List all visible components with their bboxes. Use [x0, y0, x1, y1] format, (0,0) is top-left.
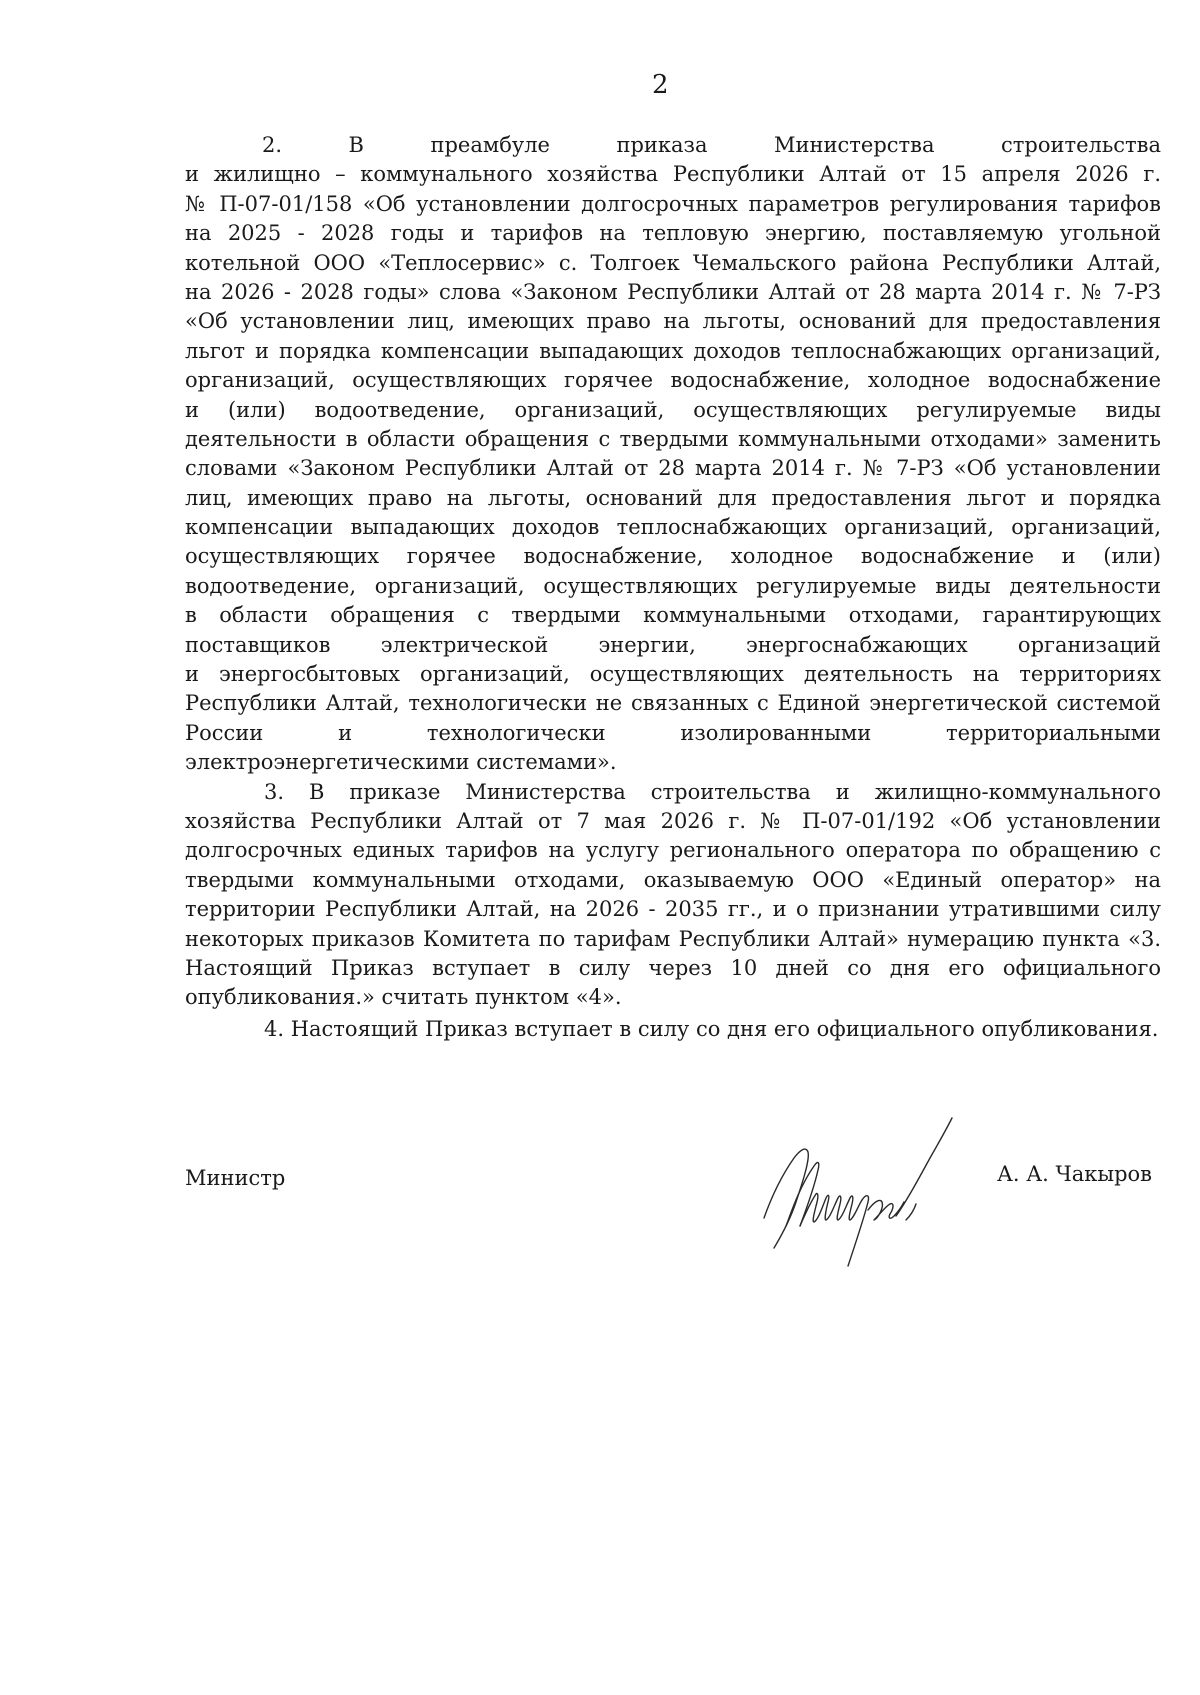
- paragraph-line: и жилищно – коммунального хозяйства Республики Алтай от 15 апреля 2026 г.: [185, 162, 1161, 187]
- paragraph-line: льгот и порядка компенсации выпадающих доходов теплоснабжающих организаций,: [185, 338, 1161, 363]
- paragraph-line: организаций, осуществляющих горячее водоснабжение, холодное водоснабжение: [185, 368, 1161, 393]
- paragraph-line: долгосрочных единых тарифов на услугу регионального оператора по обращению с: [185, 838, 1161, 863]
- paragraph-line: осуществляющих горячее водоснабжение, холодное водоснабжение и (или): [185, 544, 1161, 569]
- paragraph-line: 2. В преамбуле приказа Министерства строительства: [262, 133, 1161, 157]
- paragraph-line: и энергосбытовых организаций, осуществляющих деятельность на территориях: [185, 662, 1161, 687]
- paragraph-line: на 2025 - 2028 годы и тарифов на тепловую энергию, поставляемую угольной: [185, 221, 1161, 246]
- paragraph-line: компенсации выпадающих доходов теплоснабжающих организаций, организаций,: [185, 515, 1161, 540]
- signatory-name: А. А. Чакыров: [996, 1162, 1152, 1186]
- paragraph-line: Республики Алтай, технологически не связанных с Единой энергетической системой: [185, 691, 1161, 716]
- paragraph-line: хозяйства Республики Алтай от 7 мая 2026 г. № П-07-01/192 «Об установлении: [185, 808, 1161, 833]
- paragraph-line: 4. Настоящий Приказ вступает в силу со дня его официального опубликования.: [264, 1016, 1159, 1041]
- paragraph-line: и (или) водоотведение, организаций, осуществляющих регулируемые виды: [185, 397, 1161, 422]
- page-number: 2: [652, 70, 669, 100]
- document-body: [185, 131, 1161, 1044]
- paragraph-3: [185, 778, 1161, 1013]
- paragraph-line: России и технологически изолированными территориальными: [185, 720, 1161, 745]
- paragraph-line: некоторых приказов Комитета по тарифам Республики Алтай» нумерацию пункта «3.: [185, 926, 1161, 951]
- paragraph-4: [185, 1015, 1161, 1044]
- paragraph-line: № П-07-01/158 «Об установлении долгосрочных параметров регулирования тарифов: [185, 191, 1161, 216]
- paragraph-line: водоотведение, организаций, осуществляющих регулируемые виды деятельности: [185, 573, 1161, 598]
- handwritten-signature-icon: [756, 1106, 986, 1286]
- paragraph-line: «Об установлении лиц, имеющих право на льготы, оснований для предоставления: [185, 309, 1161, 334]
- paragraph-line: в области обращения с твердыми коммунальными отходами, гарантирующих: [185, 603, 1161, 628]
- paragraph-line: опубликования.» считать пунктом «4».: [185, 985, 622, 1010]
- signatory-position: Министр: [185, 1166, 286, 1190]
- paragraph-line: 3. В приказе Министерства строительства и жилищно-коммунального: [264, 779, 1161, 804]
- paragraph-line: лиц, имеющих право на льготы, оснований для предоставления льгот и порядка: [185, 485, 1161, 510]
- paragraph-line: территории Республики Алтай, на 2026 - 2035 гг., и о признании утратившими силу: [185, 897, 1161, 922]
- signature-block: [185, 1163, 1161, 1203]
- paragraph-line: твердыми коммунальными отходами, оказываемую ООО «Единый оператор» на: [185, 867, 1161, 892]
- paragraph-line: словами «Законом Республики Алтай от 28 марта 2014 г. № 7-РЗ «Об установлении: [185, 456, 1161, 481]
- paragraph-line: поставщиков электрической энергии, энергоснабжающих организаций: [185, 632, 1161, 657]
- paragraph-line: деятельности в области обращения с твердыми коммунальными отходами» заменить: [185, 426, 1161, 451]
- paragraph-line: котельной ООО «Теплосервис» с. Толгоек Чемальского района Республики Алтай,: [185, 250, 1161, 275]
- paragraph-line: на 2026 - 2028 годы» слова «Законом Республики Алтай от 28 марта 2014 г. № 7-РЗ: [185, 279, 1161, 304]
- paragraph-line: электроэнергетическими системами».: [185, 750, 617, 775]
- paragraph-line: Настоящий Приказ вступает в силу через 10 дней со дня его официального: [185, 955, 1161, 980]
- paragraph-2: [185, 131, 1161, 778]
